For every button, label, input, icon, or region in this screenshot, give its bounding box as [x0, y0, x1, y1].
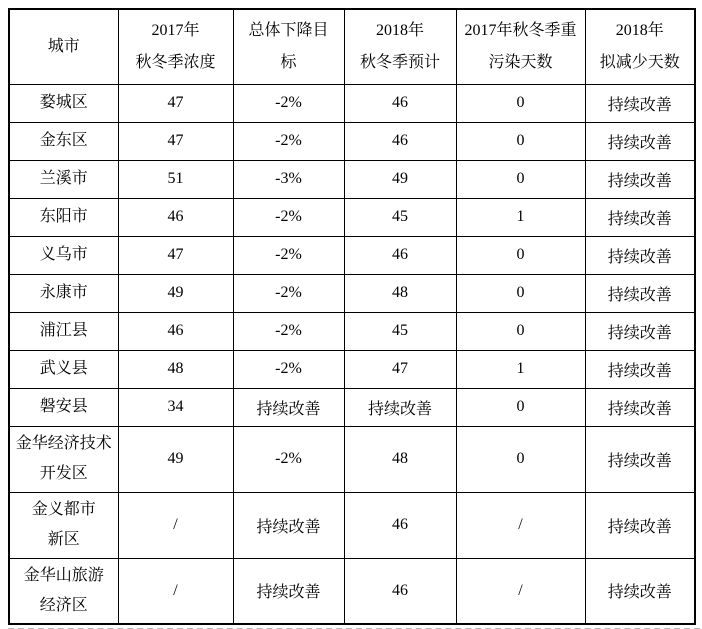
city-cell	[9, 198, 118, 236]
value-cell: 持续改善	[585, 274, 695, 312]
city-cell	[9, 426, 118, 492]
table-row	[9, 426, 695, 492]
value-cell: 持续改善	[585, 198, 695, 236]
city-name-text: 浦江县	[39, 322, 88, 339]
value-cell: 0	[456, 236, 585, 274]
city-name-text: 义乌市	[39, 246, 88, 263]
value-cell: -2%	[233, 426, 344, 492]
city-name-text: 永康市	[39, 284, 88, 301]
column-header-text: 2018年	[615, 21, 664, 39]
value-cell: 持续改善	[585, 350, 695, 388]
value-cell: 49	[118, 274, 233, 312]
city-name-text: 金华经济技术	[15, 435, 112, 452]
value-cell: 48	[344, 274, 456, 312]
value-cell: 47	[344, 350, 456, 388]
value-cell: /	[456, 492, 585, 558]
table-body	[9, 84, 695, 624]
city-cell	[9, 388, 118, 426]
value-cell: 45	[344, 198, 456, 236]
city-cell	[9, 312, 118, 350]
value-cell: 持续改善	[585, 388, 695, 426]
column-header-text: 总体下降目	[248, 21, 329, 39]
city-name-text: 新区	[47, 531, 80, 548]
value-cell: 持续改善	[344, 388, 456, 426]
table-row	[9, 122, 695, 160]
value-cell: 45	[344, 312, 456, 350]
city-name-text: 开发区	[39, 465, 88, 482]
city-cell	[9, 274, 118, 312]
city-cell	[9, 84, 118, 122]
city-name-text: 金东区	[39, 132, 88, 149]
value-cell: 0	[456, 388, 585, 426]
column-header-text: 标	[280, 53, 297, 71]
table-row	[9, 350, 695, 388]
column-header	[344, 9, 456, 84]
value-cell: -2%	[233, 312, 344, 350]
column-header-text: 污染天数	[488, 53, 553, 71]
city-cell	[9, 558, 118, 624]
value-cell: 48	[118, 350, 233, 388]
city-cell	[9, 160, 118, 198]
column-header-text: 秋冬季浓度	[135, 53, 216, 71]
city-cell	[9, 350, 118, 388]
value-cell: 持续改善	[585, 492, 695, 558]
value-cell: /	[118, 492, 233, 558]
value-cell: 51	[118, 160, 233, 198]
city-cell	[9, 122, 118, 160]
column-header-text: 2017年	[151, 21, 200, 39]
value-cell: 48	[344, 426, 456, 492]
value-cell: 持续改善	[585, 558, 695, 624]
city-name-text: 金义都市	[31, 501, 96, 518]
value-cell: 46	[118, 312, 233, 350]
city-name-text: 兰溪市	[39, 170, 88, 187]
value-cell: 0	[456, 274, 585, 312]
value-cell: 持续改善	[233, 492, 344, 558]
value-cell: 0	[456, 84, 585, 122]
value-cell: -2%	[233, 236, 344, 274]
value-cell: -2%	[233, 122, 344, 160]
value-cell: 46	[344, 492, 456, 558]
value-cell: 46	[344, 236, 456, 274]
column-header	[585, 9, 695, 84]
column-header-text: 秋冬季预计	[359, 53, 440, 71]
value-cell: 46	[344, 84, 456, 122]
value-cell: /	[456, 558, 585, 624]
value-cell: -3%	[233, 160, 344, 198]
value-cell: 0	[456, 160, 585, 198]
city-name-text: 磐安县	[39, 398, 88, 415]
table-header	[9, 9, 695, 84]
value-cell: 1	[456, 198, 585, 236]
value-cell: 持续改善	[233, 558, 344, 624]
value-cell: 34	[118, 388, 233, 426]
city-name-text: 武义县	[39, 360, 88, 377]
column-header	[118, 9, 233, 84]
value-cell: -2%	[233, 84, 344, 122]
table-row	[9, 492, 695, 558]
value-cell: 0	[456, 122, 585, 160]
value-cell: 46	[118, 198, 233, 236]
value-cell: 持续改善	[585, 122, 695, 160]
table-row	[9, 558, 695, 624]
value-cell: 持续改善	[585, 84, 695, 122]
column-header-text: 城市	[47, 37, 80, 55]
value-cell: 47	[118, 236, 233, 274]
city-cell	[9, 492, 118, 558]
city-cell	[9, 236, 118, 274]
city-name-text: 婺城区	[39, 94, 88, 111]
value-cell: 持续改善	[585, 426, 695, 492]
column-header	[9, 9, 118, 84]
table-row	[9, 388, 695, 426]
air-quality-targets-table	[8, 8, 696, 625]
table-row	[9, 198, 695, 236]
value-cell: 49	[344, 160, 456, 198]
value-cell: -2%	[233, 350, 344, 388]
value-cell: 47	[118, 84, 233, 122]
value-cell: 47	[118, 122, 233, 160]
header-row	[9, 9, 695, 84]
value-cell: -2%	[233, 198, 344, 236]
column-header-text: 2017年秋冬季重	[464, 21, 577, 39]
column-header-text: 拟减少天数	[599, 53, 680, 71]
value-cell: -2%	[233, 274, 344, 312]
value-cell: 1	[456, 350, 585, 388]
value-cell: /	[118, 558, 233, 624]
value-cell: 0	[456, 312, 585, 350]
column-header	[233, 9, 344, 84]
city-name-text: 经济区	[39, 596, 88, 614]
value-cell: 持续改善	[585, 236, 695, 274]
value-cell: 46	[344, 122, 456, 160]
column-header	[456, 9, 585, 84]
table-row	[9, 312, 695, 350]
value-cell: 持续改善	[233, 388, 344, 426]
value-cell: 49	[118, 426, 233, 492]
value-cell: 持续改善	[585, 160, 695, 198]
value-cell: 46	[344, 558, 456, 624]
column-header-text: 2018年	[375, 21, 424, 39]
table-row	[9, 236, 695, 274]
table-row	[9, 274, 695, 312]
value-cell: 持续改善	[585, 312, 695, 350]
city-name-text: 东阳市	[39, 208, 88, 225]
table-row	[9, 84, 695, 122]
value-cell: 0	[456, 426, 585, 492]
city-name-text: 金华山旅游	[23, 566, 104, 584]
table-row	[9, 160, 695, 198]
